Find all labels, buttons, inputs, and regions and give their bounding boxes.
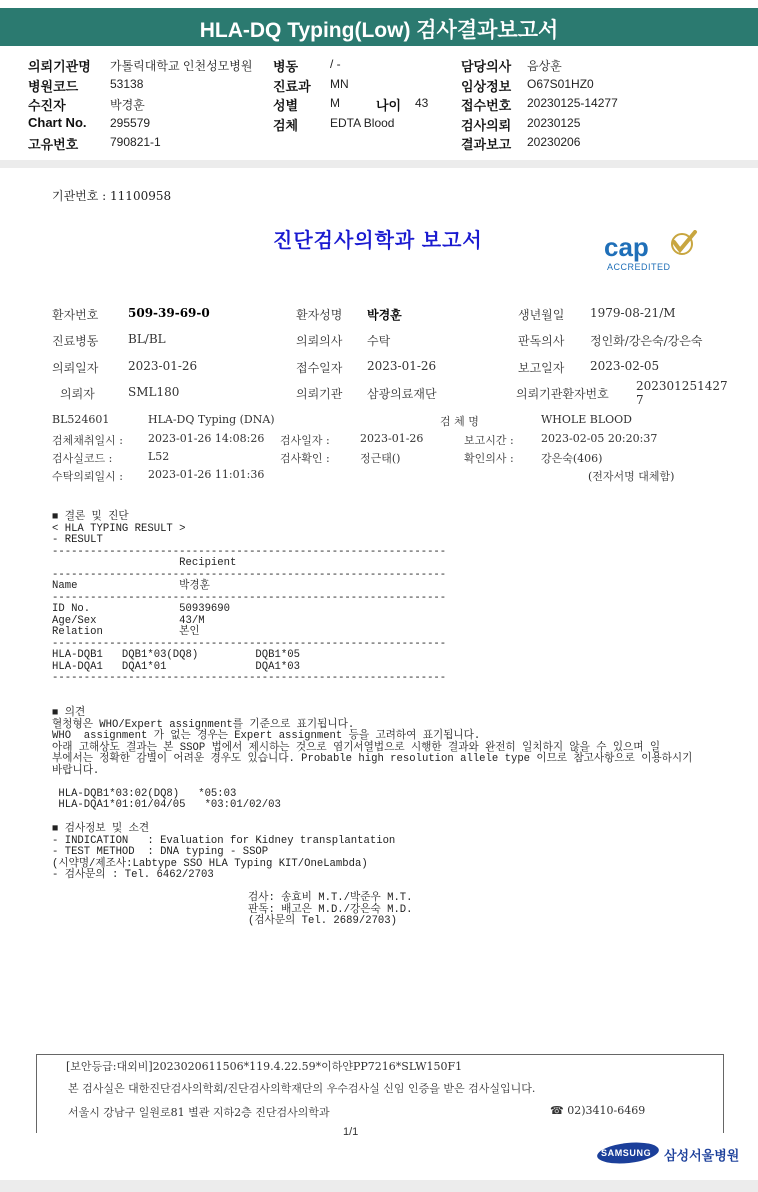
test-name: HLA-DQ Typing (DNA) bbox=[148, 413, 275, 426]
lab-phone: ☎ 02)3410-6469 bbox=[550, 1104, 646, 1117]
test-value: 2023-01-26 bbox=[360, 432, 424, 445]
header-label: 결과보고 bbox=[461, 137, 512, 152]
institution-number: 기관번호 : 11100958 bbox=[52, 189, 172, 203]
security-line: [보안등급:대외비]2023020611506*119.4.22.59*이하얀PP7216*SLW150F1 bbox=[66, 1060, 463, 1073]
patient-number: 509-39-69-0 bbox=[128, 306, 210, 320]
header-value: 43 bbox=[415, 96, 429, 110]
header-label: 의뢰기관명 bbox=[28, 59, 91, 74]
patient-value: 2023-01-26 bbox=[367, 359, 437, 373]
patient-value: 2023-01-26 bbox=[128, 359, 198, 373]
header-value: MN bbox=[330, 77, 349, 91]
header-label: 검사의뢰 bbox=[461, 118, 512, 133]
patient-value: 2023-02-05 bbox=[590, 359, 660, 373]
page-bottom-band bbox=[0, 1180, 758, 1192]
lab-address: 서울시 강남구 일원로81 별관 지하2층 진단검사의학과 bbox=[68, 1106, 330, 1119]
patient-label: 접수일자 bbox=[296, 361, 343, 375]
report-banner bbox=[0, 8, 758, 46]
test-value: 정근태() bbox=[360, 452, 401, 465]
test-label: 보고시간 : bbox=[464, 434, 514, 447]
logo-hospital-name: 삼성서울병원 bbox=[664, 1148, 740, 1163]
patient-value: 정인화/강은숙/강은숙 bbox=[590, 334, 703, 348]
specimen-label: 검 체 명 bbox=[440, 415, 479, 428]
patient-value: 202301251427 bbox=[636, 379, 728, 393]
header-value: M bbox=[330, 96, 340, 110]
patient-label: 의뢰자 bbox=[60, 387, 95, 401]
test-label: 수탁의뢰일시 : bbox=[52, 470, 123, 483]
patient-label: 환자번호 bbox=[52, 308, 99, 322]
test-label: 검사확인 : bbox=[280, 452, 330, 465]
cap-logo-sub: ACCREDITED bbox=[607, 262, 671, 272]
patient-label: 의뢰일자 bbox=[52, 361, 99, 375]
patient-value: 수탁 bbox=[367, 334, 391, 348]
test-value: 2023-02-05 20:20:37 bbox=[541, 432, 658, 445]
test-label: 검사일자 : bbox=[280, 434, 330, 447]
header-label: 병동 bbox=[273, 59, 299, 74]
header-value: 박경훈 bbox=[110, 98, 145, 112]
header-label: 검체 bbox=[273, 118, 299, 133]
opinion-section: ■ 의견 혈청형은 WHO/Expert assignment를 기준으로 표기됩니다. WHO assignment 가 없는 경우는 Expert assignment 등을 고려하여 표기됩니다. 아래 고해상도 결과는 본 SSOP 법에서 제시하는 것으로 염기서열법으로 시행한 결과와 완전히 일치하지 않을 수 있으며 일 부에서는 정확한 감별이 어려운 경우도 있습니다. Probable high resolution allele type 이므로 참고사항으로 이용하시기 바랍니다. HLA-DQB1*03:02(DQ8) *05:03 HLA-DQA1*01:01/04/05 *03:01/02/03 bbox=[52, 707, 693, 811]
test-label: 검사실코드 : bbox=[52, 452, 113, 465]
test-info-section: ■ 검사정보 및 소견 - INDICATION : Evaluation for Kidney transplantation - TEST METHOD : DNA typing - SSOP (시약명/제조사:Labtype SSO HLA Typing KIT/OneLambda) - 검사문의 : Tel. 6462/2703 bbox=[52, 823, 396, 881]
patient-value: 삼광의료재단 bbox=[367, 387, 437, 401]
header-label: 진료과 bbox=[273, 79, 311, 94]
patient-label: 의뢰기관 bbox=[296, 387, 343, 401]
test-value: L52 bbox=[148, 450, 170, 463]
patient-label: 보고일자 bbox=[518, 361, 565, 375]
header-value: 20230206 bbox=[527, 135, 581, 149]
header-label: 임상정보 bbox=[461, 79, 512, 94]
header-value: 53138 bbox=[110, 77, 144, 91]
cap-accredited-logo bbox=[600, 230, 700, 276]
header-value: O67S01HZ0 bbox=[527, 77, 594, 91]
patient-value: SML180 bbox=[128, 385, 180, 399]
test-label: 확인의사 : bbox=[464, 452, 514, 465]
logo-brand: SAMSUNG bbox=[601, 1148, 652, 1158]
section-divider bbox=[0, 160, 758, 168]
header-label: 담당의사 bbox=[461, 59, 512, 74]
cap-logo-text: cap bbox=[604, 232, 649, 262]
patient-label: 진료병동 bbox=[52, 334, 99, 348]
header-label: 병원코드 bbox=[28, 79, 79, 94]
patient-value: 7 bbox=[636, 393, 644, 407]
header-value: 음상훈 bbox=[527, 59, 562, 73]
header-value: 295579 bbox=[110, 116, 151, 130]
patient-label: 환자성명 bbox=[296, 308, 343, 322]
header-label: 접수번호 bbox=[461, 98, 512, 113]
signature-section: 검사: 송효비 M.T./박준우 M.T. 판독: 배고은 M.D./강은숙 M.D. (검사문의 Tel. 2689/2703) bbox=[248, 892, 413, 927]
page-number: 1/1 bbox=[343, 1126, 359, 1138]
test-label: 검체채취일시 : bbox=[52, 434, 123, 447]
patient-value: 1979-08-21/M bbox=[590, 306, 676, 320]
patient-value: BL/BL bbox=[128, 332, 166, 346]
header-label: 수진자 bbox=[28, 98, 66, 113]
header-value: EDTA Blood bbox=[330, 116, 395, 130]
header-value: 20230125-14277 bbox=[527, 96, 618, 110]
patient-label: 의뢰기관환자번호 bbox=[516, 387, 609, 401]
header-value: 20230125 bbox=[527, 116, 581, 130]
header-label: 고유번호 bbox=[28, 137, 79, 152]
test-value: 강은숙(406) bbox=[541, 452, 603, 465]
hospital-logo bbox=[596, 1142, 740, 1166]
header-label: Chart No. bbox=[28, 115, 87, 130]
header-label: 나이 bbox=[376, 98, 402, 113]
header-value: 790821-1 bbox=[110, 135, 161, 149]
test-value: 2023-01-26 11:01:36 bbox=[148, 468, 265, 481]
header-value: / - bbox=[330, 57, 341, 71]
patient-name: 박경훈 bbox=[367, 308, 402, 322]
signature-note: (전자서명 대체함) bbox=[588, 470, 675, 483]
specimen-value: WHOLE BLOOD bbox=[541, 413, 632, 426]
test-value: 2023-01-26 14:08:26 bbox=[148, 432, 265, 445]
patient-label: 생년월일 bbox=[518, 308, 565, 322]
header-value: 가톨릭대학교 인천성모병원 bbox=[110, 59, 253, 73]
patient-label: 의뢰의사 bbox=[296, 334, 343, 348]
test-code: BL524601 bbox=[52, 413, 110, 426]
result-section: ■ 결론 및 진단 < HLA TYPING RESULT > - RESULT -------------------------------------------------------------- Recipient -------------------------------------------------------------- Name 박경훈 -------------------------------------------------------------- ID No. 50939690 Age/Sex 43/M Relation 본인 -------------------------------------------------------------- HLA-DQB1 DQB1*03(DQ8) DQB1*05 HLA-DQA1 DQA1*01 DQA1*03 -------------------------------------------------------------- bbox=[52, 511, 447, 684]
certification-note: 본 검사실은 대한진단검사의학회/진단검사의학재단의 우수검사실 신임 인증을 받은 검사실입니다. bbox=[68, 1082, 536, 1095]
report-title: HLA-DQ Typing(Low) 검사결과보고서 bbox=[199, 19, 559, 42]
header-label: 성별 bbox=[273, 98, 299, 113]
patient-label: 판독의사 bbox=[518, 334, 565, 348]
report-heading: 진단검사의학과 보고서 bbox=[273, 230, 483, 252]
